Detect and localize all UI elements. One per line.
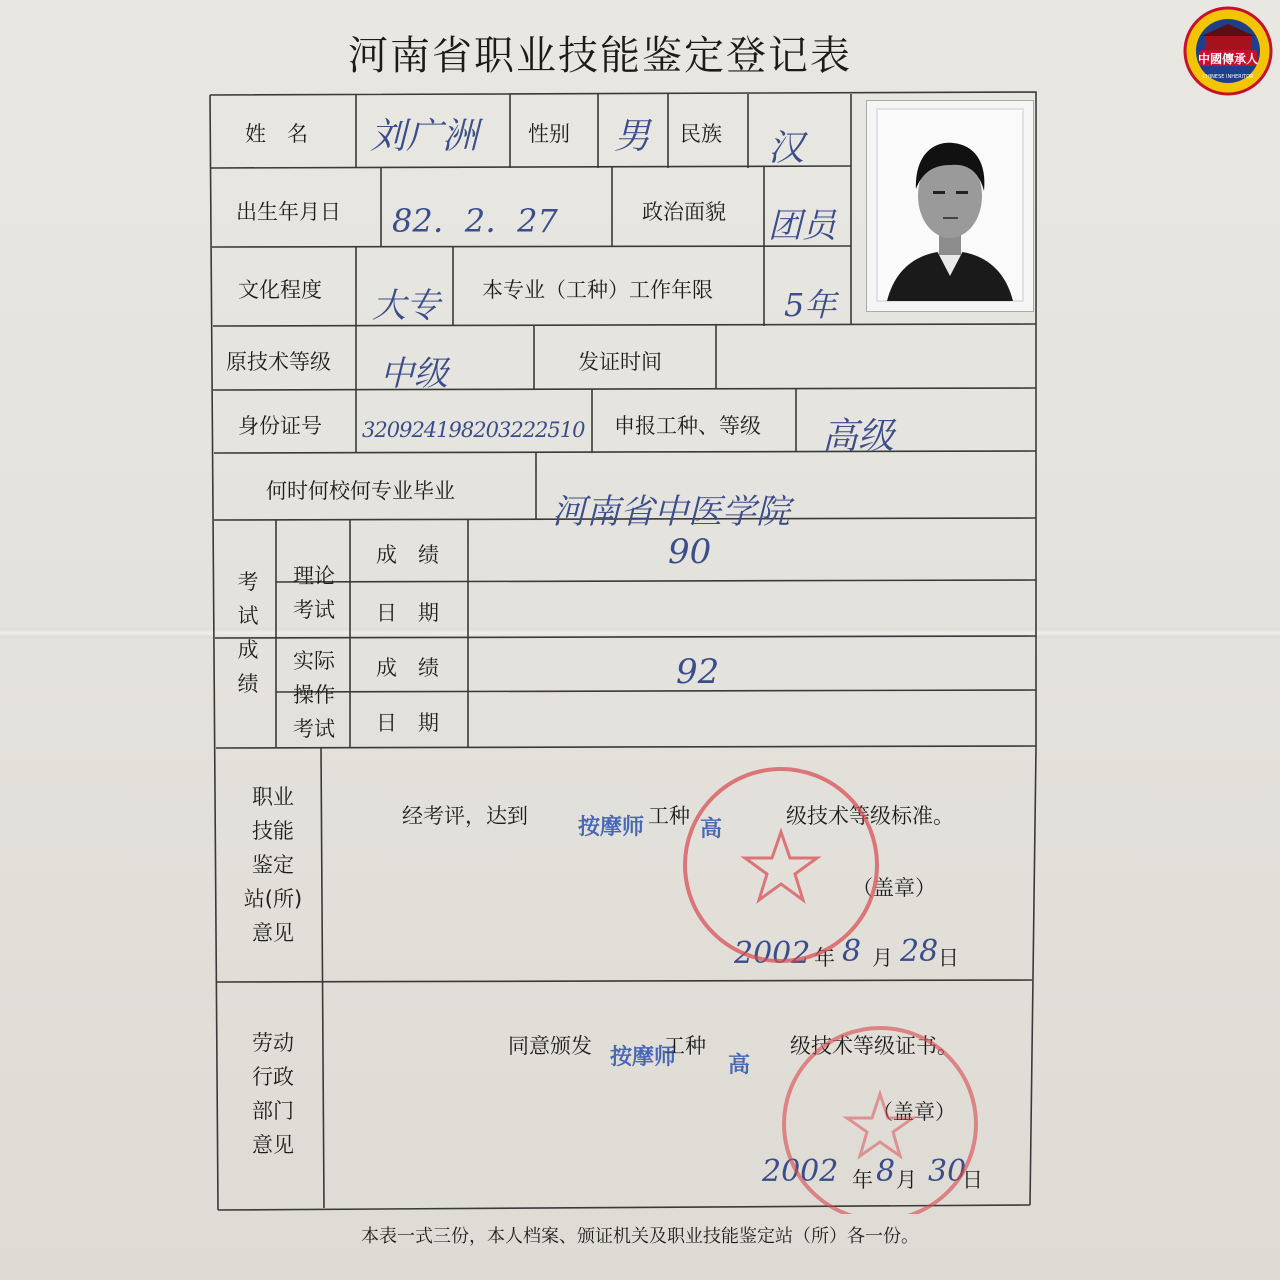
label-name: 姓 名 — [245, 122, 308, 146]
label-graduated: 何时何校何专业毕业 — [266, 479, 455, 503]
station-level-stamp: 高 — [700, 817, 723, 842]
label-theory-date: 日 期 — [376, 601, 439, 625]
station-date-month: 8 — [842, 934, 862, 969]
label-birth: 出生年月日 — [236, 200, 341, 224]
label-gender: 性别 — [528, 122, 570, 146]
label-theory: 理论 考试 — [293, 564, 335, 622]
label-theory-score: 成 绩 — [376, 543, 439, 567]
station-mid: 工种 — [648, 804, 690, 828]
form-footer-note: 本表一式三份，本人档案、颁证机关及职业技能鉴定站（所）各一份。 — [361, 1226, 919, 1247]
value-gender: 男 — [614, 116, 651, 157]
logo-subtext: CHINESE INHERITOR — [1202, 74, 1254, 80]
station-date-year: 2002 — [734, 936, 811, 971]
value-name: 刘广洲 — [370, 116, 479, 157]
station-suffix: 级技术等级标准。 — [786, 804, 954, 828]
value-orig-level: 中级 — [380, 354, 448, 394]
station-trade-stamp: 按摩师 — [578, 815, 645, 840]
label-apply: 申报工种、等级 — [614, 414, 761, 438]
logo-text: 中國傳承人 — [1197, 52, 1259, 66]
label-ethnicity: 民族 — [680, 122, 722, 146]
value-political: 团员 — [768, 206, 836, 246]
labor-day-char: 日 — [962, 1168, 983, 1192]
station-day-char: 日 — [938, 946, 959, 970]
applicant-photo — [866, 100, 1034, 312]
value-graduated: 河南省中医学院 — [552, 492, 790, 532]
labor-date-year: 2002 — [762, 1154, 839, 1189]
labor-date-day: 30 — [928, 1154, 967, 1189]
labor-trade-stamp: 按摩师 — [610, 1045, 677, 1070]
station-seal-note: （盖章） — [852, 876, 936, 900]
label-practice-score: 成 绩 — [376, 656, 439, 680]
labor-level-stamp: 高 — [728, 1053, 751, 1078]
value-education: 大专 — [372, 286, 440, 326]
label-issue-time: 发证时间 — [578, 350, 662, 374]
value-apply-level: 高级 — [822, 416, 895, 457]
station-year-char: 年 — [814, 946, 835, 970]
label-political: 政治面貌 — [642, 200, 726, 224]
labor-prefix: 同意颁发 — [508, 1034, 592, 1058]
labor-month-char: 月 — [896, 1168, 917, 1192]
value-birth: 82．2．27 — [392, 202, 558, 240]
label-education: 文化程度 — [238, 278, 322, 302]
value-ethnicity: 汉 — [768, 128, 805, 169]
labor-mid: 工种 — [664, 1034, 706, 1058]
value-practice-score: 92 — [676, 652, 720, 692]
value-id-number: 320924198203222510 — [362, 418, 585, 442]
form-title: 河南省职业技能鉴定登记表 — [348, 33, 852, 79]
labor-suffix: 级技术等级证书。 — [790, 1034, 958, 1058]
labor-year-char: 年 — [852, 1168, 873, 1192]
label-labor: 劳动 行政 部门 意见 — [252, 1031, 294, 1157]
labor-date-month: 8 — [876, 1154, 896, 1189]
label-orig-level: 原技术等级 — [226, 350, 331, 374]
station-prefix: 经考评，达到 — [402, 804, 528, 828]
label-practice-date: 日 期 — [376, 711, 439, 735]
value-theory-score: 90 — [668, 532, 712, 572]
label-practice: 实际 操作 考试 — [293, 649, 335, 741]
station-date-day: 28 — [900, 934, 939, 969]
label-id-number: 身份证号 — [238, 414, 322, 438]
value-work-years: 5年 — [784, 286, 837, 324]
station-month-char: 月 — [872, 946, 893, 970]
label-station: 职业 技能 鉴定 站(所) 意见 — [243, 785, 303, 945]
labor-seal-note: （盖章） — [872, 1100, 956, 1124]
label-exam: 考 试 成 绩 — [237, 570, 259, 696]
label-work-years: 本专业（工种）工作年限 — [482, 278, 713, 302]
